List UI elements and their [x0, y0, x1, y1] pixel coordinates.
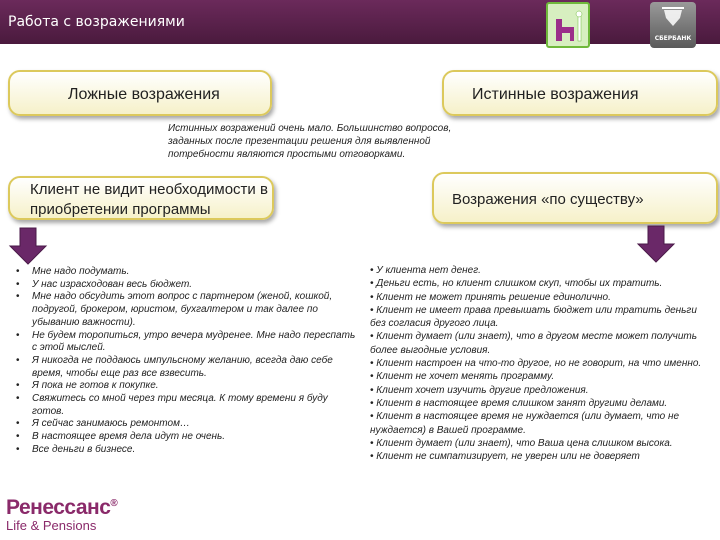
- brand-registered-mark: ®: [110, 498, 118, 509]
- true-objections-subheading: Возражения «по существу»: [452, 191, 644, 208]
- list-item: • Клиент думает (или знает), что в другом месте может получить более выгодные условия.: [370, 331, 697, 356]
- true-objections-heading-box: [442, 70, 718, 116]
- header-bar: [0, 0, 720, 44]
- sberbank-logo: [650, 2, 696, 48]
- brand-name-text: Ренессанс: [6, 496, 111, 519]
- renaissance-logo: [6, 496, 117, 533]
- list-item: • Не будем торопиться, утро вечера мудренее. Мне надо переспать с этой мыслей.: [16, 330, 356, 355]
- sberbank-logo-text: СБЕРБАНК: [654, 35, 692, 42]
- down-arrow-left-icon: [8, 226, 48, 266]
- list-item: • У клиента нет денег.: [370, 265, 481, 276]
- list-item: • Я никогда не поддаюсь импульсному желанию, всегда даю себе время, чтобы еще раз все взвесить.: [16, 355, 356, 380]
- down-arrow-right-icon: [636, 224, 676, 264]
- true-objections-subheading-box: [432, 172, 718, 224]
- list-item: • Клиент думает (или знает), что Ваша цена слишком высока.: [370, 437, 673, 449]
- list-item: • У нас израсходован весь бюджет.: [16, 279, 356, 292]
- brand-name: [6, 496, 117, 520]
- list-item: • Я пока не готов к покупке.: [16, 380, 356, 393]
- list-item: • Клиент настроен на что-то другое, но не говорит, на что именно.: [370, 358, 702, 370]
- list-item: • Клиент не хочет менять программу.: [370, 371, 555, 383]
- false-objections-subheading-box: [8, 176, 274, 220]
- list-item: • Все деньги в бизнесе.: [16, 444, 356, 457]
- false-objections-heading: Ложные возражения: [68, 86, 220, 103]
- list-item: • Клиент в настоящее время не нуждается (или думает, что не нуждается) в Вашей программе.: [370, 411, 680, 436]
- list-item: • Клиент хочет изучить другие предложения.: [370, 384, 589, 396]
- list-item: • Деньги есть, но клиент слишком скуп, чтобы их тратить.: [370, 278, 663, 290]
- page-title: Работа с возражениями: [8, 14, 185, 30]
- false-objections-list: [16, 266, 356, 457]
- brand-subtitle: Life & Pensions: [6, 518, 97, 533]
- list-item: • Мне надо подумать.: [16, 266, 356, 279]
- list-item: • Клиент в настоящее время слишком занят другими делами.: [370, 397, 668, 409]
- list-item: • Свяжитесь со мной через три месяца. К тому времени я буду готов.: [16, 393, 356, 418]
- false-objections-heading-box: [8, 70, 272, 116]
- list-item: • В настоящее время дела идут не очень.: [16, 431, 356, 444]
- list-item: • Клиент не симпатизирует, не уверен или не доверяет: [370, 451, 640, 463]
- list-item: • Клиент не может принять решение единолично.: [370, 291, 611, 303]
- true-objections-heading: Истинные возражения: [472, 86, 639, 103]
- false-objections-subheading: Клиент не видит необходимости в приобретении программы: [30, 181, 268, 218]
- list-item: • Клиент не имеет права превышать бюджет или тратить деньги без согласия другого лица.: [370, 304, 697, 330]
- sberbank-mark-icon: [650, 2, 696, 34]
- true-objections-list: [370, 264, 710, 463]
- list-item: • Мне надо обсудить этот вопрос с партнером (женой, кошкой, подругой, брокером, юристом, бухгалтером и так далее по убыванию важности).: [16, 291, 356, 329]
- list-item: • Я сейчас занимаюсь ремонтом…: [16, 418, 356, 431]
- objections-note: Истинных возражений очень мало. Большинство вопросов, заданных после презентации решения для выявленной потребности являются простыми отговорками.: [168, 123, 452, 160]
- chair-logo-icon: [546, 2, 590, 48]
